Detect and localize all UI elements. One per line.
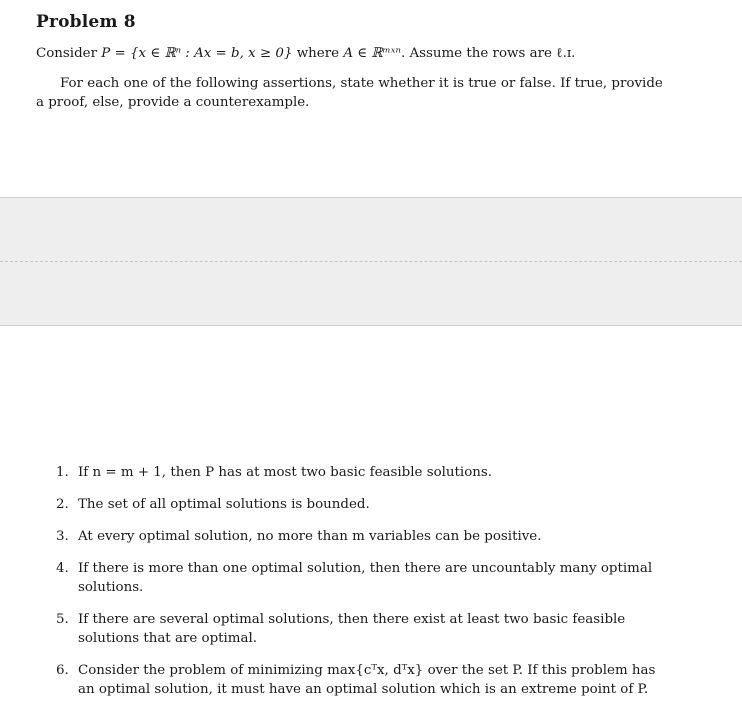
intro-where: where <box>296 46 340 61</box>
assertion-list <box>56 463 668 712</box>
rows-assumption: . Assume the rows are ℓ.ɪ. <box>400 46 576 61</box>
problem-title: Problem 8 <box>36 12 136 32</box>
assertion-item-5 <box>56 610 668 648</box>
matrix-definition: A ∈ ℝᵐˣⁿ <box>343 46 401 61</box>
assertion-text: If there are several optimal solutions, then there exist at least two basic feasible solutions that are optimal. <box>78 612 626 646</box>
page-break-divider <box>0 261 742 262</box>
set-definition: P = {x ∈ ℝⁿ : Ax = b, x ≥ 0} <box>101 46 293 61</box>
assertion-number: 4. <box>56 561 69 576</box>
intro-lead: Consider <box>36 46 97 61</box>
assertion-text: Consider the problem of minimizing max{cᵀx, dᵀx} over the set P. If this problem has an optimal solution, it must have an optimal solution which is an extreme point of P. <box>78 663 656 697</box>
page-gap-band <box>0 197 742 326</box>
assertion-number: 2. <box>56 497 69 512</box>
assertion-number: 3. <box>56 529 69 544</box>
assertion-item-2 <box>56 495 668 514</box>
assertion-text: If there is more than one optimal solution, then there are uncountably many optimal solutions. <box>78 561 653 595</box>
assertion-item-3 <box>56 527 668 546</box>
assertion-item-1 <box>56 463 668 482</box>
assertion-item-4 <box>56 559 668 597</box>
problem-instruction: For each one of the following assertions, state whether it is true or false. If true, provide a proof, else, provide a counterexample. <box>36 76 663 110</box>
assertion-text: The set of all optimal solutions is bounded. <box>78 497 370 512</box>
assertion-text: If n = m + 1, then P has at most two basic feasible solutions. <box>78 465 493 480</box>
assertion-number: 1. <box>56 465 69 480</box>
assertion-number: 6. <box>56 663 69 678</box>
assertion-text: At every optimal solution, no more than m variables can be positive. <box>78 529 542 544</box>
assertion-item-6 <box>56 661 668 699</box>
assertion-number: 5. <box>56 612 69 627</box>
problem-intro <box>36 44 676 64</box>
